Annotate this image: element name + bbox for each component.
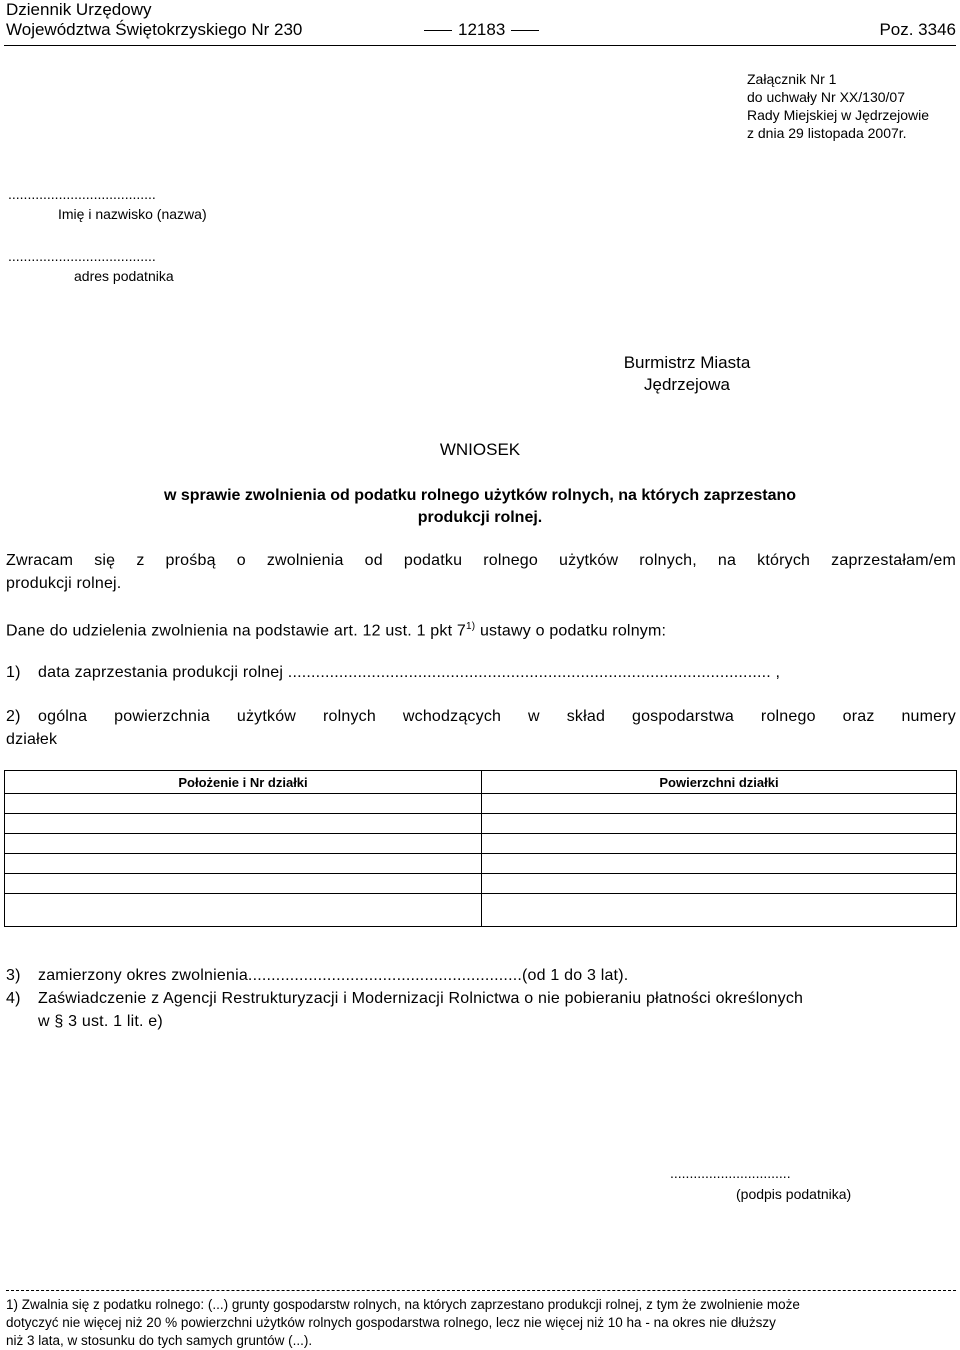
table-row <box>5 874 957 894</box>
table-row <box>5 834 957 854</box>
table-cell-area[interactable] <box>482 874 957 894</box>
footnote-line3: niż 3 lata, w stosunku do tych samych gruntów (...). <box>6 1333 313 1348</box>
parcels-table <box>4 770 957 927</box>
page-number-rule-right <box>511 30 539 31</box>
annex-line3: Rady Miejskiej w Jędrzejowie <box>747 107 930 123</box>
footnote-line2: dotyczyć nie więcej niż 20 % powierzchni użytków rolnych gospodarstwa rolnego, lecz nie więcej niż 10 ha - na okres nie dłuższy <box>6 1315 776 1330</box>
item-4 <box>6 987 956 1033</box>
page-number-block <box>424 20 539 40</box>
applicant-name-dots: ...................................... <box>8 186 156 202</box>
position-number: Poz. 3346 <box>879 20 956 39</box>
footnote-ref: 1) <box>466 621 476 632</box>
table-cell-location[interactable] <box>5 854 482 874</box>
item-1 <box>6 661 956 684</box>
journal-title-line1: Dziennik Urzędowy <box>6 0 152 19</box>
applicant-address-dots: ...................................... <box>8 248 156 264</box>
annex-line2: do uchwały Nr XX/130/07 <box>747 89 905 105</box>
item-3 <box>6 964 628 987</box>
signature-label: (podpis podatnika) <box>736 1186 852 1202</box>
signature-dots: ............................... <box>670 1165 791 1181</box>
item-2-number: 2) <box>6 708 21 725</box>
table-cell-location[interactable] <box>5 894 482 927</box>
applicant-name-label: Imię i nazwisko (nazwa) <box>58 206 207 222</box>
annex-line4: z dnia 29 listopada 2007r. <box>747 125 907 141</box>
legal-basis-text-end: ustawy o podatku rolnym: <box>475 622 667 640</box>
footnote-separator <box>6 1290 956 1291</box>
journal-title-line2: Województwa Świętokrzyskiego Nr 230 <box>6 20 303 39</box>
item-2-line2: działek <box>6 731 58 748</box>
footnote <box>6 1296 956 1350</box>
table-row <box>5 854 957 874</box>
journal-title <box>6 0 302 40</box>
item-2-line1: ogólna powierzchnia użytków rolnych wchodzących w skład gospodarstwa rolnego oraz numery <box>38 708 956 725</box>
item-4-number: 4) <box>6 990 21 1007</box>
item-1-text: data zaprzestania produkcji rolnej ........................................................................................................ , <box>38 664 781 681</box>
table-header-location: Położenie i Nr działki <box>5 771 482 794</box>
request-line2: produkcji rolnej. <box>6 575 122 592</box>
annex-block <box>747 70 929 142</box>
table-cell-location[interactable] <box>5 814 482 834</box>
item-2-content <box>38 705 956 728</box>
table-cell-location[interactable] <box>5 834 482 854</box>
recipient-block <box>600 352 774 396</box>
recipient-line2: Jędrzejowa <box>644 375 730 394</box>
table-row <box>5 814 957 834</box>
header-rule <box>4 45 956 46</box>
recipient-line1: Burmistrz Miasta <box>623 353 751 372</box>
table-cell-area[interactable] <box>482 834 957 854</box>
item-2 <box>6 705 956 728</box>
table-cell-area[interactable] <box>482 894 957 927</box>
document-title: WNIOSEK <box>439 440 521 459</box>
legal-basis <box>6 615 666 642</box>
item-4-line2: w § 3 ust. 1 lit. e) <box>38 1013 163 1030</box>
request-line1: Zwracam się z prośbą o zwolnienia od podatku rolnego użytków rolnych, na których zaprzestałam/em <box>6 552 956 569</box>
table-row <box>5 794 957 814</box>
legal-basis-text: Dane do udzielenia zwolnienia na podstawie art. 12 ust. 1 pkt 7 <box>6 622 466 640</box>
item-3-number: 3) <box>6 967 21 984</box>
table-cell-area[interactable] <box>482 794 957 814</box>
table-header-area: Powierzchni działki <box>482 771 957 794</box>
applicant-address-label: adres podatnika <box>74 268 174 284</box>
footnote-line1: 1) Zwalnia się z podatku rolnego: (...) grunty gospodarstw rolnych, na których zaprzestano produkcji rolnej, z tym że zwolnienie może <box>6 1297 800 1312</box>
table-cell-location[interactable] <box>5 874 482 894</box>
annex-line1: Załącznik Nr 1 <box>747 71 837 87</box>
table-cell-location[interactable] <box>5 794 482 814</box>
item-4-line1: Zaświadczenie z Agencji Restrukturyzacji i Modernizacji Rolnictwa o nie pobieraniu płatności określonych <box>38 990 804 1007</box>
request-paragraph <box>6 549 956 595</box>
page-number-rule-left <box>424 30 452 31</box>
table-row <box>5 894 957 927</box>
table-cell-area[interactable] <box>482 854 957 874</box>
document-subtitle-line1: w sprawie zwolnienia od podatku rolnego użytków rolnych, na których zaprzestano <box>163 487 797 504</box>
document-subtitle <box>0 485 960 529</box>
document-subtitle-line2: produkcji rolnej. <box>417 509 543 526</box>
item-4-content <box>38 987 956 1033</box>
item-3-text: zamierzony okres zwolnienia...........................................................(od 1 do 3 lat). <box>38 967 629 984</box>
item-1-number: 1) <box>6 664 21 681</box>
table-header-row <box>5 771 957 794</box>
table-cell-area[interactable] <box>482 814 957 834</box>
page-number: 12183 <box>458 20 506 39</box>
